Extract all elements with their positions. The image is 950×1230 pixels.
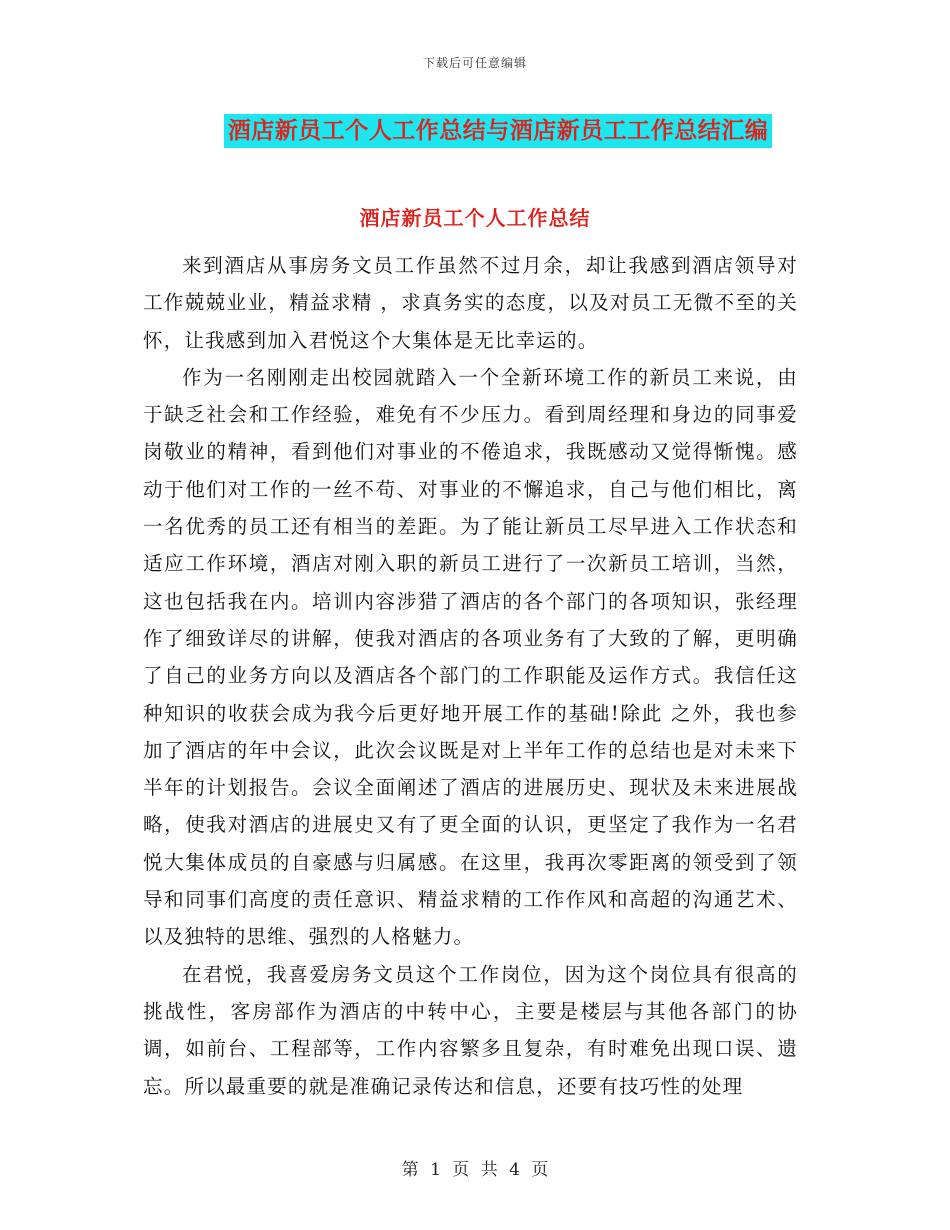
paragraph-1: 来到酒店从事房务文员工作虽然不过月余，却让我感到酒店领导对工作兢兢业业，精益求精 ，求真务实的态度，以及对员工无微不至的关怀，让我感到加入君悦这个大集体是无比幸运的。 <box>143 254 798 352</box>
body-text <box>143 247 798 1105</box>
paragraph-2: 作为一名刚刚走出校园就踏入一个全新环境工作的新员工来说，由于缺乏社会和工作经验，难免有不少压力。看到周经理和身边的同事爱岗敬业的精神，看到他们对事业的不倦追求，我既感动又觉得惭愧。感动于他们对工作的一丝不苟、对事业的不懈追求，自己与他们相比，离一名优秀的员工还有相当的差距。为了能让新员工尽早进入工作状态和适应工作环境，酒店对刚入职的新员工进行了一次新员工培训，当然，这也包括我在内。培训内容涉猎了酒店的各个部门的各项知识，张经理作了细致详尽的讲解，使我对酒店的各项业务有了大致的了解，更明确了自己的业务方向以及酒店各个部门的工作职能及运作方式。我信任这种知识的收获会成为我今后更好地开展工作的基础!除此 之外，我也参加了酒店的年中会议，此次会议既是对上半年工作的总结也是对未来下半年的计划报告。会议全面阐述了酒店的进展历史、现状及未来进展战略，使我对酒店的进展史又有了更全面的认识，更坚定了我作为一名君悦大集体成员的自豪感与归属感。在这里，我再次零距离的领受到了领导和同事们高度的责任意识、精益求精的工作作风和高超的沟通艺术、以及独特的思维、强烈的人格魅力。 <box>143 365 798 949</box>
section-title: 酒店新员工个人工作总结 <box>359 206 591 230</box>
main-title-wrap <box>0 114 950 148</box>
paragraph-3: 在君悦，我喜爱房务文员这个工作岗位，因为这个岗位具有很高的挑战性，客房部作为酒店的中转中心，主要是楼层与其他各部门的协调，如前台、工程部等，工作内容繁多且复杂，有时难免出现口误、遗忘。所以最重要的就是准确记录传达和信息，还要有技巧性的处理 <box>143 962 798 1098</box>
header-note: 下载后可任意编辑 <box>422 56 527 70</box>
page-number-footer: 第 1 页 共 4 页 <box>401 1160 549 1180</box>
main-title: 酒店新员工个人工作总结与酒店新员工工作总结汇编 <box>224 114 773 148</box>
